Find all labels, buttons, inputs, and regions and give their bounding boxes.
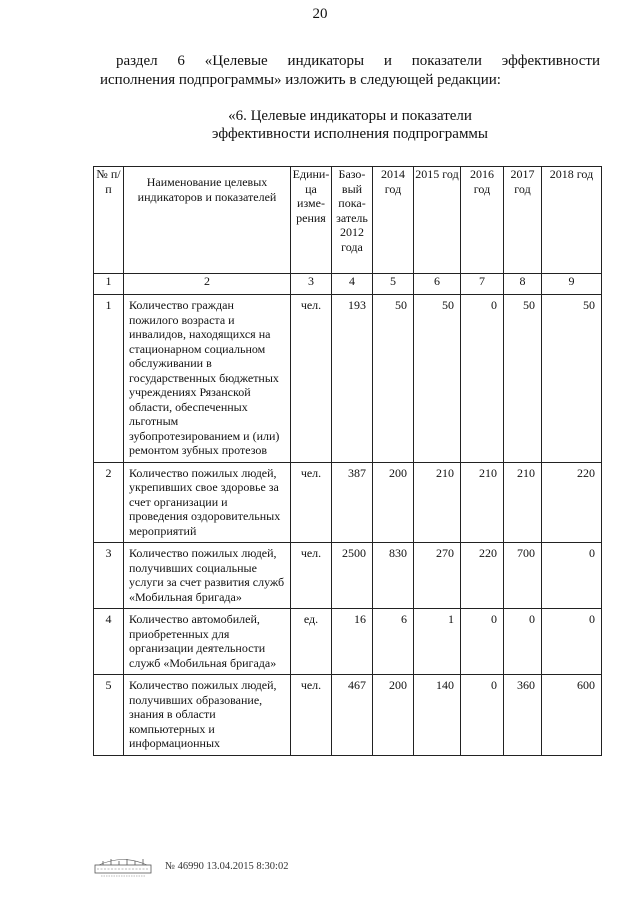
registry-logo bbox=[93, 856, 153, 878]
header-no: № п/п bbox=[94, 167, 124, 274]
value-2016-cell: 210 bbox=[461, 462, 504, 543]
value-2014-cell: 200 bbox=[373, 462, 414, 543]
row-number: 1 bbox=[94, 295, 124, 463]
indicator-name: Количество пожилых людей, укрепивших свое здоровье за счет организации и проведения оздоровительных мероприятий bbox=[124, 462, 291, 543]
column-number: 5 bbox=[373, 274, 414, 295]
table-row bbox=[94, 675, 602, 756]
value-2018-cell: 220 bbox=[542, 462, 602, 543]
row-number: 5 bbox=[94, 675, 124, 756]
value-2015-cell: 210 bbox=[414, 462, 461, 543]
value-2015-cell: 140 bbox=[414, 675, 461, 756]
unit-cell: чел. bbox=[291, 295, 332, 463]
value-2016-cell: 0 bbox=[461, 609, 504, 675]
column-number: 1 bbox=[94, 274, 124, 295]
value-2016-cell: 220 bbox=[461, 543, 504, 609]
header-2015: 2015 год bbox=[414, 167, 461, 274]
table-row bbox=[94, 295, 602, 463]
intro-line-1: раздел 6 «Целевые индикаторы и показатели эффективности bbox=[116, 53, 600, 69]
base-value-cell: 2500 bbox=[332, 543, 373, 609]
unit-cell: чел. bbox=[291, 462, 332, 543]
intro-paragraph bbox=[100, 52, 600, 90]
value-2014-cell: 830 bbox=[373, 543, 414, 609]
registration-stamp: № 46990 13.04.2015 8:30:02 bbox=[165, 861, 289, 872]
value-2015-cell: 270 bbox=[414, 543, 461, 609]
base-value-cell: 16 bbox=[332, 609, 373, 675]
column-number: 9 bbox=[542, 274, 602, 295]
value-2017-cell: 700 bbox=[504, 543, 542, 609]
value-2014-cell: 200 bbox=[373, 675, 414, 756]
row-number: 3 bbox=[94, 543, 124, 609]
column-number: 8 bbox=[504, 274, 542, 295]
value-2018-cell: 0 bbox=[542, 543, 602, 609]
value-2017-cell: 0 bbox=[504, 609, 542, 675]
section-heading-line-2: эффективности исполнения подпрограммы bbox=[211, 126, 489, 142]
column-number: 3 bbox=[291, 274, 332, 295]
value-2016-cell: 0 bbox=[461, 675, 504, 756]
table-row bbox=[94, 462, 602, 543]
header-unit: Едини-ца изме-рения bbox=[291, 167, 332, 274]
value-2017-cell: 360 bbox=[504, 675, 542, 756]
column-number: 7 bbox=[461, 274, 504, 295]
unit-cell: чел. bbox=[291, 543, 332, 609]
header-2016: 2016 год bbox=[461, 167, 504, 274]
header-2014: 2014 год bbox=[373, 167, 414, 274]
value-2014-cell: 50 bbox=[373, 295, 414, 463]
section-heading bbox=[100, 107, 600, 143]
indicators-table bbox=[93, 166, 602, 756]
row-number: 2 bbox=[94, 462, 124, 543]
indicator-name: Количество пожилых людей, получивших образование, знания в области компьютерных и информационных bbox=[124, 675, 291, 756]
header-base: Базо-вый пока-затель 2012 года bbox=[332, 167, 373, 274]
value-2018-cell: 600 bbox=[542, 675, 602, 756]
value-2014-cell: 6 bbox=[373, 609, 414, 675]
document-footer bbox=[93, 856, 353, 876]
indicator-name: Количество пожилых людей, получивших социальные услуги за счет развития служб «Мобильная бригада» bbox=[124, 543, 291, 609]
indicator-name: Количество граждан пожилого возраста и инвалидов, находящихся на стационарном социальном обслуживании в государственных бюджетных учреждениях Рязанской области, обеспеченных льготным зубопротезированием и (или) ремонтом зубных протезов bbox=[124, 295, 291, 463]
column-number-row bbox=[94, 274, 602, 295]
table-header-row bbox=[94, 167, 602, 274]
table-row bbox=[94, 543, 602, 609]
base-value-cell: 387 bbox=[332, 462, 373, 543]
column-number: 6 bbox=[414, 274, 461, 295]
base-value-cell: 193 bbox=[332, 295, 373, 463]
value-2018-cell: 50 bbox=[542, 295, 602, 463]
indicator-name: Количество автомобилей, приобретенных для организации деятельности служб «Мобильная бригада» bbox=[124, 609, 291, 675]
page-number: 20 bbox=[312, 6, 328, 22]
section-heading-line-1: «6. Целевые индикаторы и показатели bbox=[228, 108, 472, 124]
value-2018-cell: 0 bbox=[542, 609, 602, 675]
table-row bbox=[94, 609, 602, 675]
unit-cell: ед. bbox=[291, 609, 332, 675]
column-number: 2 bbox=[124, 274, 291, 295]
value-2015-cell: 50 bbox=[414, 295, 461, 463]
value-2017-cell: 50 bbox=[504, 295, 542, 463]
value-2016-cell: 0 bbox=[461, 295, 504, 463]
column-number: 4 bbox=[332, 274, 373, 295]
value-2015-cell: 1 bbox=[414, 609, 461, 675]
header-2017: 2017 год bbox=[504, 167, 542, 274]
value-2017-cell: 210 bbox=[504, 462, 542, 543]
intro-line-2: исполнения подпрограммы» изложить в следующей редакции: bbox=[100, 72, 501, 88]
header-name: Наименование целевых индикаторов и показателей bbox=[124, 167, 291, 274]
row-number: 4 bbox=[94, 609, 124, 675]
unit-cell: чел. bbox=[291, 675, 332, 756]
header-2018: 2018 год bbox=[542, 167, 602, 274]
base-value-cell: 467 bbox=[332, 675, 373, 756]
